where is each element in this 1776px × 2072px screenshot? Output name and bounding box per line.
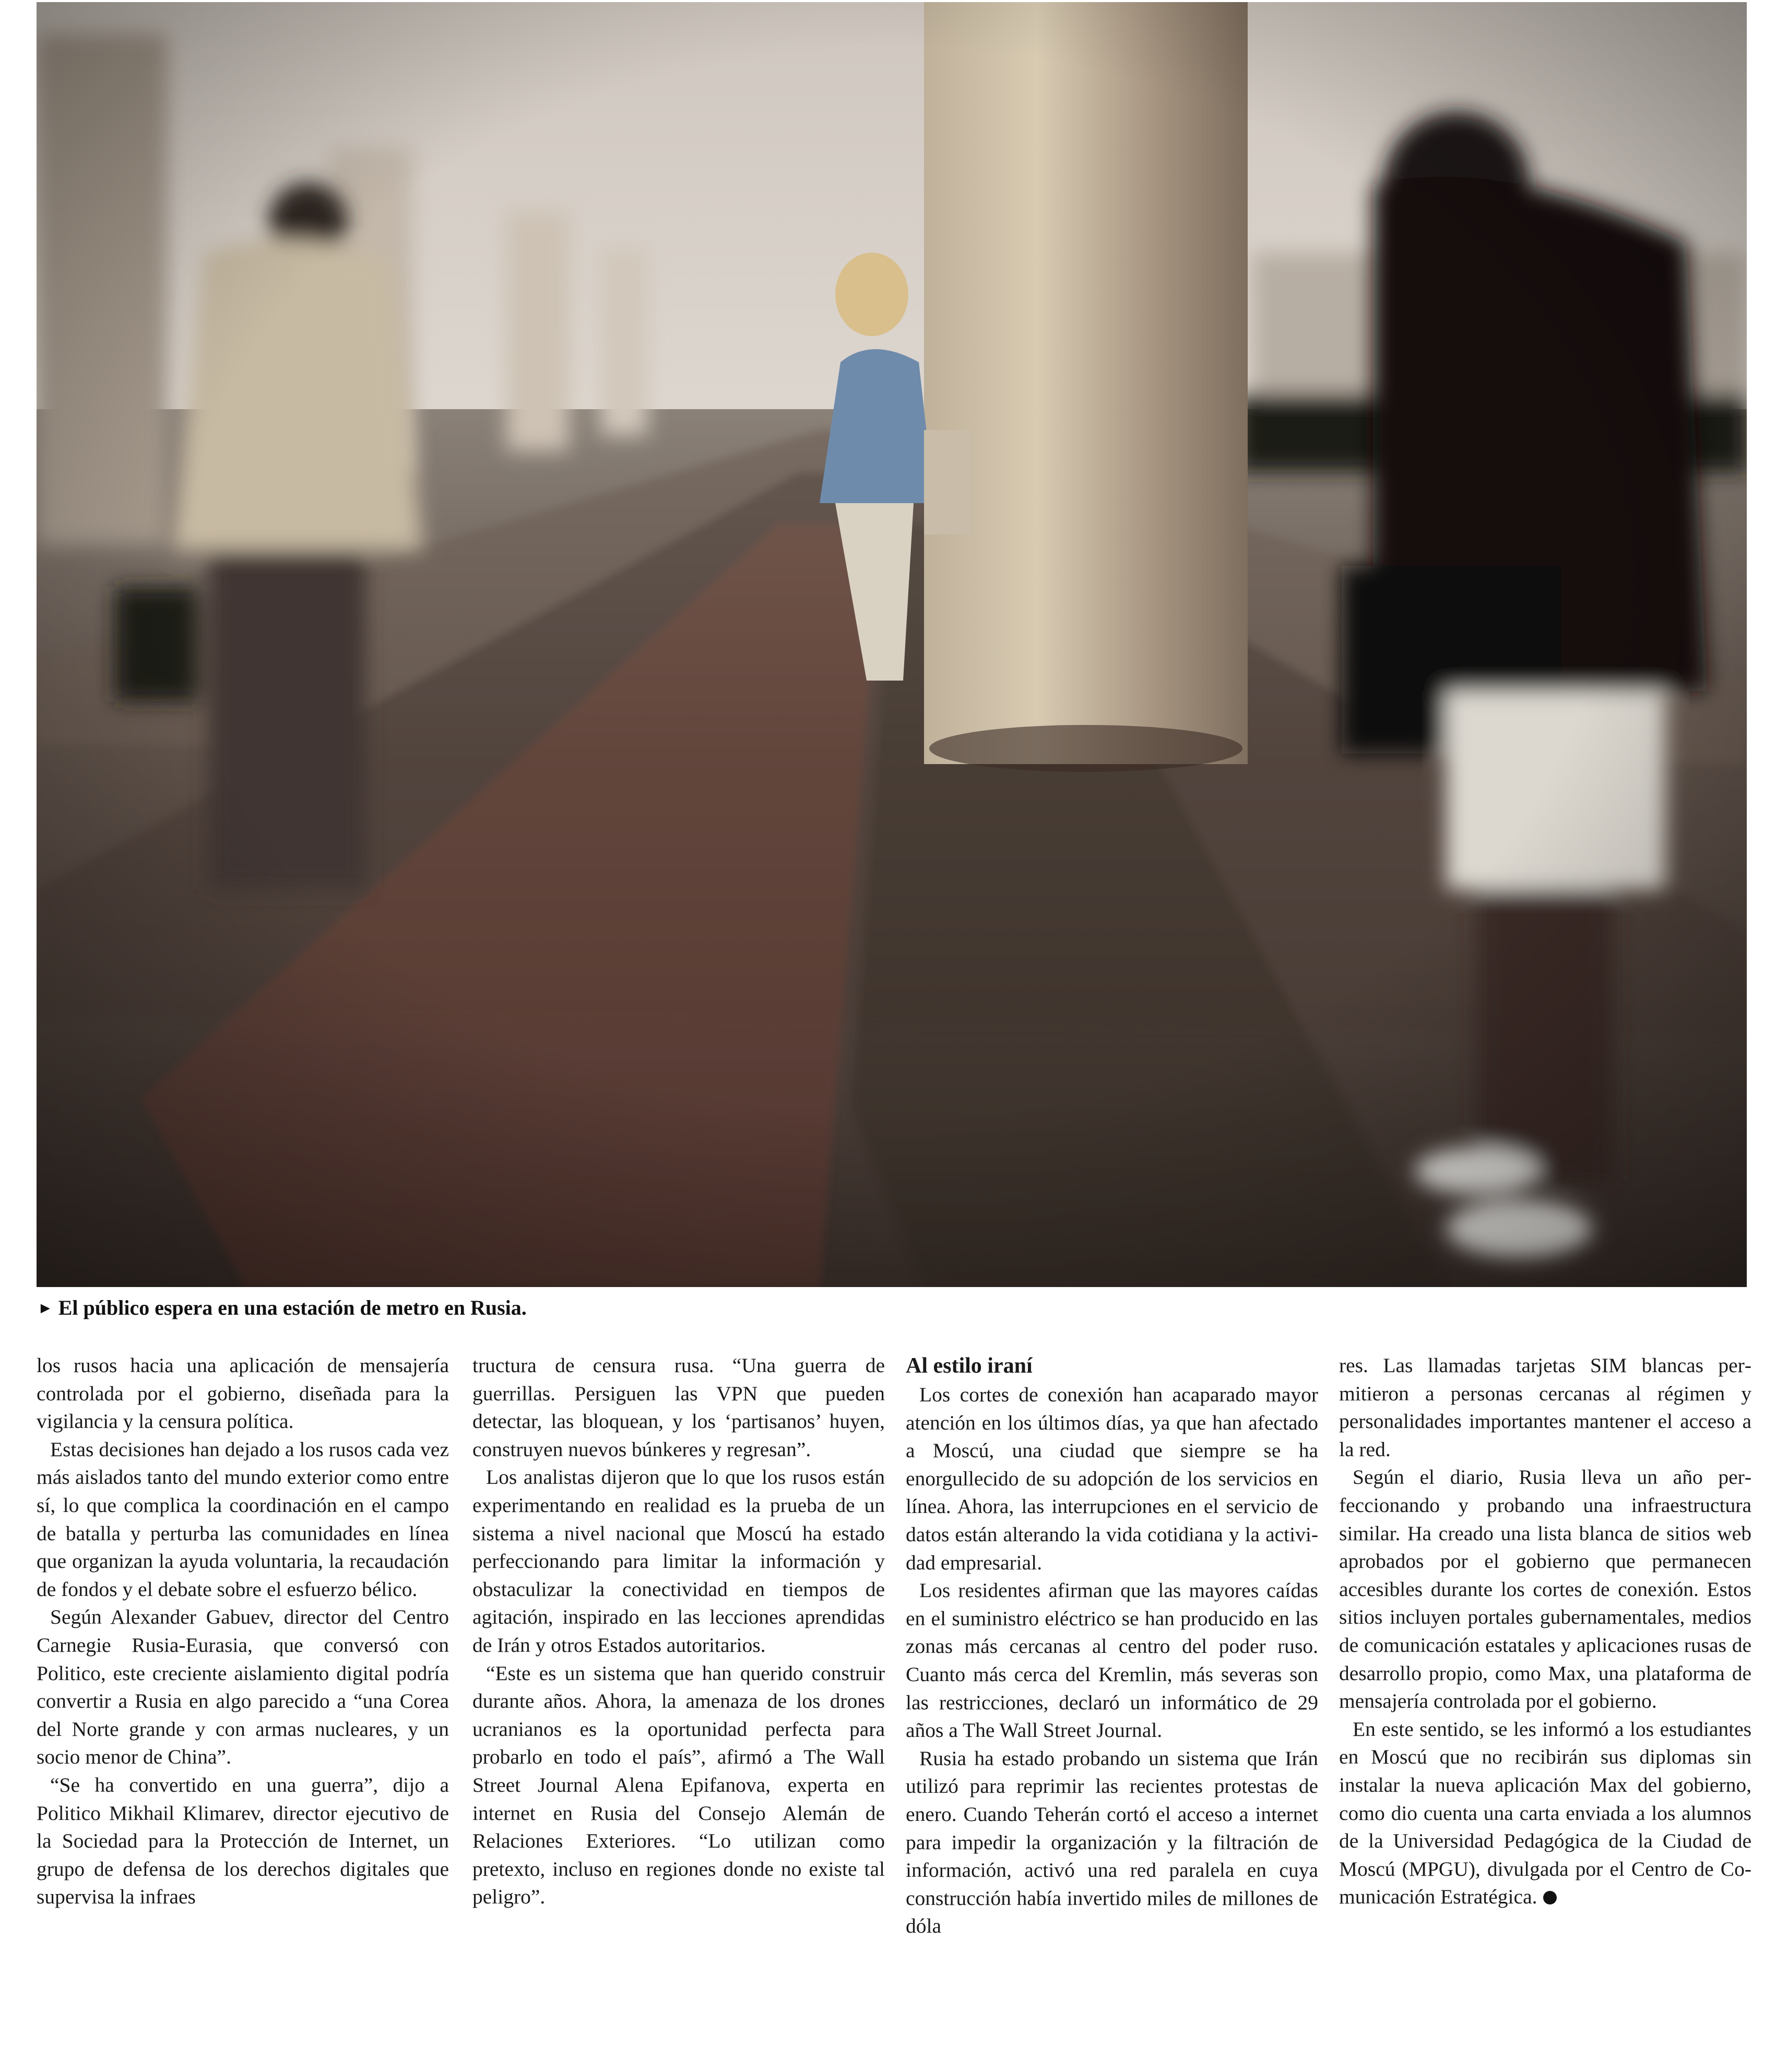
paragraph-text: Según el diario, Rusia lleva un año perfeccionando y probando una infraestructura similar. Ha creado una lista blanca de sitios web aprobados por el gobierno que permanecen accesibles durante los cortes de conexión. Estos sitios incluyen portales gubernamentales, medios de comunicación estatales y aplicaciones rusas de desarrollo propio, como Max, una plataforma de mensajería controlada por el gobierno. [1339, 1466, 1751, 1713]
article-paragraph [472, 1352, 885, 1463]
paragraph-text: Los cortes de conexión han acaparado mayor atención en los últimos días, ya que han afectado a Moscú, una ciudad que siempre se ha enorgullecido de su adopción de los servicios en línea. Ahora, las interrupciones en el servicio de datos están alterando la vida cotidiana y la actividad empresarial. [906, 1383, 1318, 1574]
end-of-article-icon [1543, 1891, 1557, 1904]
paragraph-text: Los analistas dijeron que lo que los rusos están experimentando en realidad es la prueba de un sistema a nivel nacional que Moscú ha estado perfeccionando para limitar la información y obstaculizar la conectividad en tiempos de agitación, inspirado en las lecciones aprendidas de Irán y otros Estados autoritarios. [472, 1466, 885, 1657]
paragraph-text: “Se ha convertido en una guerra”, dijo a Politico Mikhail Klimarev, director ejecutivo de la Sociedad para la Protección de Internet, un grupo de defensa de los derechos digitales que supervisa la infraes [37, 1773, 449, 1909]
caption-text: El público espera en una estación de metro en Rusia. [58, 1296, 527, 1319]
paragraph-text: Los residentes afirman que las mayores caídas en el suministro eléctrico se han producido en las zonas más cercanas al centro del poder ruso. Cuanto más cerca del Kremlin, más severas son las restricciones, declaró un informático de 29 años a The Wall Street Journal. [906, 1579, 1318, 1742]
article-paragraph [906, 1745, 1318, 1940]
paragraph-text: Según Alexander Gabuev, director del Centro Carnegie Rusia-Eurasia, que conversó con Politico, este creciente aislamiento digital podría convertir a Rusia en algo parecido a “una Corea del Norte grande y con armas nucleares, y un socio menor de China”. [37, 1605, 449, 1769]
paragraph-text: tructura de censura rusa. “Una guerra de guerrillas. Persiguen las VPN que pueden detectar, las bloquean, y los ‘partisanos’ huyen, construyen nuevos búnkeres y regresan”. [472, 1354, 885, 1461]
paragraph-text: “Este es un sistema que han querido construir durante años. Ahora, la amenaza de los drones ucranianos es la oportunidad perfecta para probarlo en todo el país”, afirmó a The Wall Street Journal Alena Epifanova, experta en internet en Rusia del Consejo Alemán de Relaciones Exteriores. “Lo utilizan como pretexto, incluso en regiones donde no existe tal peligro”. [472, 1661, 885, 1909]
article-paragraph [906, 1577, 1318, 1745]
section-subhead: Al estilo iraní [906, 1354, 1033, 1378]
article-paragraph [472, 1660, 885, 1911]
article-paragraph [1339, 1352, 1751, 1463]
article-paragraph [37, 1771, 449, 1911]
article-column-1 [37, 1352, 449, 1911]
article-paragraph [37, 1352, 449, 1436]
article-paragraph [906, 1381, 1318, 1577]
article-paragraph [37, 1436, 449, 1604]
paragraph-text: Rusia ha estado probando un sistema que Irán utilizó para reprimir las recientes protestas de enero. Cuando Teherán cortó el acceso a internet para impedir la organización y la filtración de información, activó una red paralela en cuya construcción había invertido miles de millones de dóla [906, 1746, 1318, 1938]
paragraph-text: En este sentido, se les informó a los estudiantes en Moscú que no recibirán sus diplomas sin instalar la nueva aplicación Max del gobierno, como dio cuenta una carta enviada a los alumnos de la Universidad Pedagógica de la Ciudad de Moscú (MPGU), divulgada por el Centro de Comunicación Estratégica. [1339, 1717, 1751, 1909]
article-column-2 [472, 1352, 885, 1911]
metro-station-photo [37, 2, 1747, 1287]
article-column-3 [906, 1352, 1318, 1940]
caption-marker-icon: ► [38, 1300, 53, 1317]
article-paragraph [1339, 1716, 1751, 1911]
article-paragraph [472, 1463, 885, 1659]
article-column-4 [1339, 1352, 1751, 1911]
paragraph-text: los rusos hacia una aplicación de mensajería controlada por el gobierno, diseñada para la vigilancia y la censura política. [37, 1354, 449, 1433]
paragraph-text: res. Las llamadas tarjetas SIM blancas permitieron a personas cercanas al régimen y personalidades importantes mantener el acceso a la red. [1339, 1354, 1751, 1461]
paragraph-text: Estas decisiones han dejado a los rusos cada vez más aislados tanto del mundo exterior como entre sí, lo que complica la coordinación en el campo de batalla y perturba las comunidades en línea que organizan la ayuda voluntaria, la recaudación de fondos y el debate sobre el esfuerzo bélico. [37, 1437, 449, 1601]
article-paragraph [1339, 1463, 1751, 1715]
photo-caption [38, 1293, 527, 1323]
article-paragraph [37, 1603, 449, 1771]
